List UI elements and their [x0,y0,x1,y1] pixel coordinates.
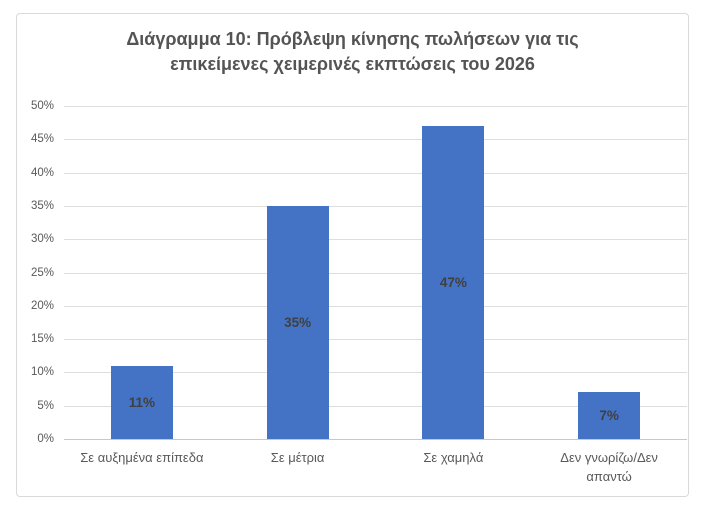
y-axis-tick-label: 15% [30,333,54,346]
chart [16,13,689,497]
y-axis-tick-label: 10% [30,366,54,379]
x-axis-category-label: Σε χαμηλά [423,450,484,465]
gridline [64,339,687,340]
y-axis-tick-label: 20% [30,299,54,312]
y-axis-tick-label: 25% [30,266,54,279]
y-axis-tick-label: 5% [37,399,54,412]
gridline [64,139,687,140]
gridline [64,273,687,274]
y-axis-tick-label: 30% [30,233,54,246]
gridline [64,239,687,240]
y-axis-tick-label: 45% [30,133,54,146]
gridline [64,106,687,107]
chart-title: Διάγραμμα 10: Πρόβλεψη κίνησης πωλήσεων για τις επικείμενες χειμερινές εκπτώσεις του 2026 [126,29,579,74]
y-axis-tick-label: 40% [30,166,54,179]
bar-1 [111,366,173,439]
bar-3 [422,126,484,439]
bar-data-label: 11% [128,394,156,410]
bar-2 [267,206,329,439]
bar-data-label: 47% [439,274,467,290]
y-axis-tick-label: 50% [30,100,54,112]
gridline [64,306,687,307]
bar-data-label: 7% [599,408,619,424]
bar-4 [578,392,640,439]
x-axis-category-label: Δεν γνωρίζω/Δεν απαντώ [560,450,658,484]
bar-data-label: 35% [284,314,312,330]
x-axis-category-label: Σε αυξημένα επίπεδα [80,450,204,465]
gridline [64,206,687,207]
gridline [64,173,687,174]
y-axis-tick-label: 35% [30,199,54,212]
x-axis-category-label: Σε μέτρια [270,450,325,465]
y-axis-tick-label: 0% [37,433,54,445]
x-axis [64,449,687,487]
plot-area [30,100,687,445]
